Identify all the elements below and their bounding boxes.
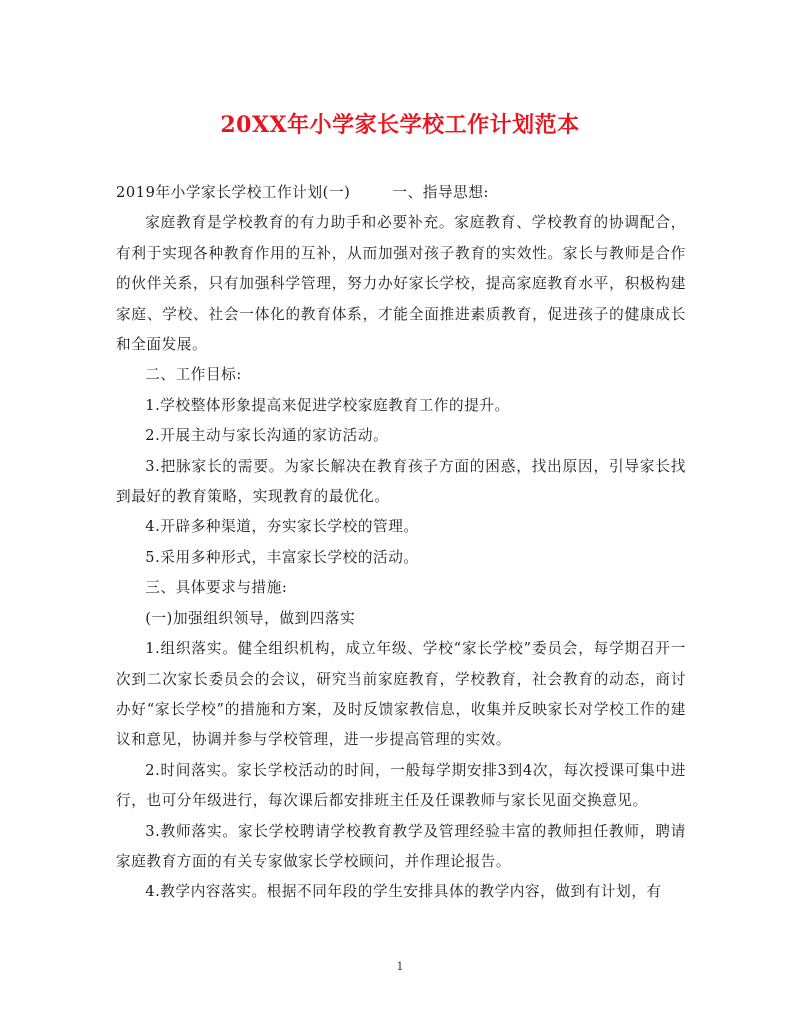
document-body (116, 178, 686, 908)
goal-item-1: 1.学校整体形象提高来促进学校家庭教育工作的提升。 (145, 396, 510, 414)
goal-item-2: 2.开展主动与家长沟通的家访活动。 (145, 427, 389, 445)
goal-item-4: 4.开辟多种渠道，夯实家长学校的管理。 (145, 518, 419, 536)
document-title: 20XX年小学家长学校工作计划范本 (220, 112, 580, 138)
measure-item-3: 3.教师落实。家长学校聘请学校教育教学及管理经验丰富的教师担任教师，聘请家庭教育方面的有关专家做家长学校顾问，并作理论报告。 (116, 822, 686, 870)
measure-item-2: 2.时间落实。家长学校活动的时间，一般每学期安排3到4次，每次授课可集中进行，也可分年级进行，每次课后都安排班主任及任课教师与家长见面交换意见。 (116, 761, 686, 810)
section-heading-goals: 二、工作目标: (145, 366, 242, 384)
paragraph-guiding-thought: 家庭教育是学校教育的有力助手和必要补充。家庭教育、学校教育的协调配合，有利于实现各种教育作用的互补，从而加强对孩子教育的实效性。家长与教师是合作的伙伴关系，只有加强科学管理，努力办好家长学校，提高家庭教育水平，积极构建家庭、学校、社会一体化的教育体系，才能全面推进素质教育，促进孩子的健康成长和全面发展。 (116, 214, 686, 354)
section-heading-measures: 三、具体要求与措施: (145, 579, 288, 597)
page-number: 1 (396, 960, 404, 973)
measure-item-1: 1.组织落实。健全组织机构，成立年级、学校“家长学校”委员会，每学期召开一次到二次家长委员会的会议，研究当前家庭教育，学校教育，社会教育的动态，商讨办好“家长学校”的措施和方案，及时反馈家教信息，收集并反映家长对学校工作的建议和意见，协调并参与学校管理，进一步提高管理的实效。 (116, 640, 686, 749)
goal-item-5: 5.采用多种形式，丰富家长学校的活动。 (145, 548, 419, 566)
goal-item-3: 3.把脉家长的需要。为家长解决在教育孩子方面的困惑，找出原因，引导家长找到最好的教育策略，实现教育的最优化。 (116, 457, 686, 506)
paragraph-plan-heading: 2019年小学家长学校工作计划(一) 一、指导思想: (116, 184, 490, 201)
measure-item-4: 4.教学内容落实。根据不同年段的学生安排具体的教学内容，做到有计划，有 (145, 883, 662, 901)
subsection-heading-organization: (一)加强组织领导，做到四落实 (145, 609, 356, 627)
